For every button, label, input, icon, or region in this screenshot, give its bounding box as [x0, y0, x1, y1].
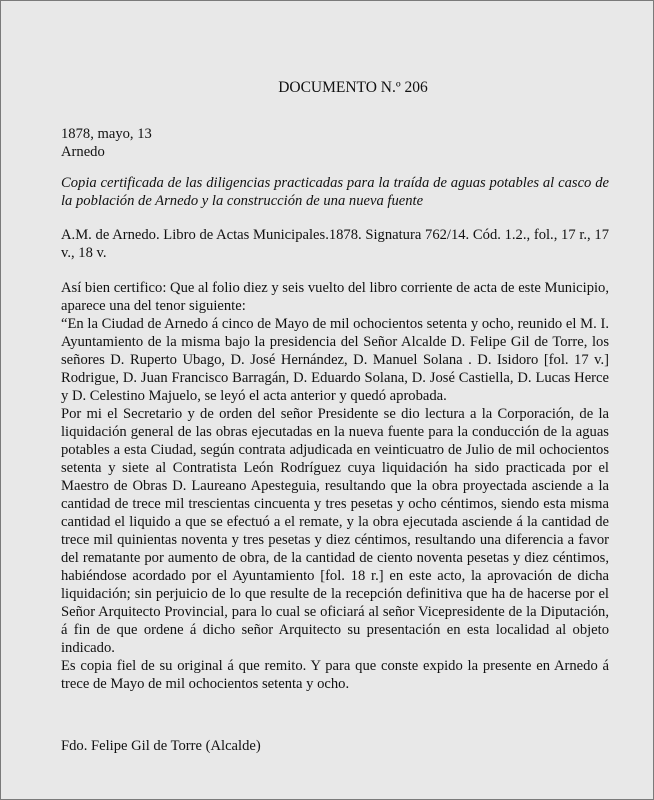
paragraph-liquidation: Por mi el Secretario y de orden del señor Presidente se dio lectura a la Corporación, de la liquidación general de las obras ejecutadas en la nueva fuente para la conducción de la aguas potables a esta Ciudad, según contrata adjudicada en veinticuatro de Julio de mil ochocientos setenta y siete al Contratista León Rodríguez cuya liquidación ha sido practicada por el Maestro de Obras D. Laureano Apesteguia, resultando que la obra proyectada asciende a la cantidad de trece mil trescientas cincuenta y tres pesetas y ocho céntimos, siendo esta misma cantidad el liquido a que se efectuó a el remate, y la obra ejecutada asciende á la cantidad de trece mil quinientas noventa y tres pesetas y diez céntimos, resultando una diferencia a favor del rematante por aumento de obra, de la cantidad de ciento noventa pesetas y diez céntimos, habiéndose acordado por el Ayuntamiento [fol. 18 r.] en este acto, la aprovación de dicha liquidación; sin perjuicio de lo que resulte de la recepción definitiva que ha de hacerse por el Señor Arquitecto Provincial, para lo cual se oficiará al señor Vicepresidente de la Diputación, á fin de que ordene á dicho señor Arquitecto su presentación en esta localidad al objeto indicado.: [61, 406, 609, 656]
document-date: 1878, mayo, 13: [61, 126, 152, 142]
document-place: Arnedo: [61, 144, 105, 160]
paragraph-session: “En la Ciudad de Arnedo á cinco de Mayo de mil ochocientos setenta y ocho, reunido el M. I. Ayuntamiento de la misma bajo la presidencia del Señor Alcalde D. Felipe Gil de Torre, los señores D. Ruperto Ubago, D. José Hernández, D. Manuel Solana . D. Isidoro [fol. 17 v.] Rodrigue, D. Juan Francisco Barragán, D. Eduardo Solana, D. José Castiella, D. Lucas Herce y D. Celestino Majuelo, se leyó el acta anterior y quedó aprobada.: [61, 316, 609, 404]
paragraph-closing: Es copia fiel de su original á que remito. Y para que conste expido la presente en Arnedo á trece de Mayo de mil ochocientos setenta y ocho.: [61, 658, 609, 692]
archival-source: A.M. de Arnedo. Libro de Actas Municipales.1878. Signatura 762/14. Cód. 1.2., fol., 17 r., 17 v., 18 v.: [61, 227, 609, 261]
document-text: [61, 279, 609, 693]
signature: Fdo. Felipe Gil de Torre (Alcalde): [61, 738, 261, 754]
document-summary: Copia certificada de las diligencias practicadas para la traída de aguas potables al casco de la población de Arnedo y la construcción de una nueva fuente: [61, 175, 609, 209]
paragraph-certification: Así bien certifico: Que al folio diez y seis vuelto del libro corriente de acta de este Municipio, aparece una del tenor siguiente:: [61, 280, 609, 314]
document-title: DOCUMENTO N.º 206: [278, 79, 428, 96]
